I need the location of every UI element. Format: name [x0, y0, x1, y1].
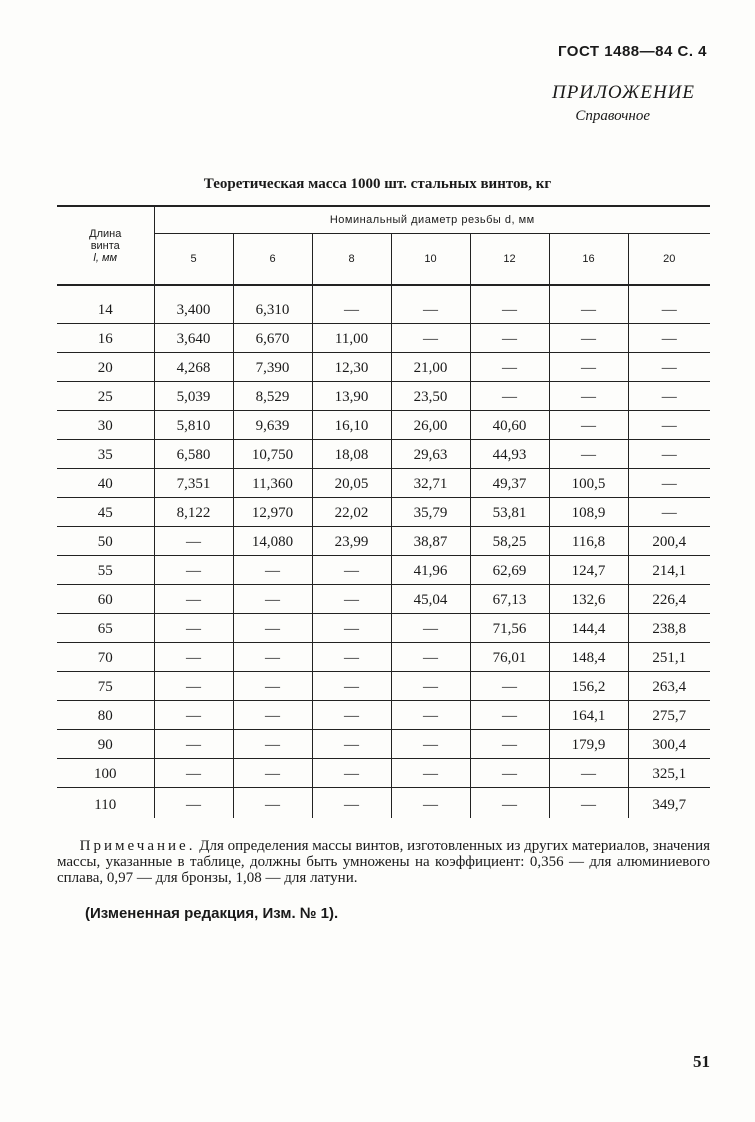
mass-cell: — — [628, 469, 710, 498]
mass-cell: — — [549, 285, 628, 324]
mass-cell: — — [154, 788, 233, 819]
mass-cell: 8,529 — [233, 382, 312, 411]
mass-cell: 71,56 — [470, 614, 549, 643]
length-cell: 65 — [57, 614, 154, 643]
length-header-line2: винта — [90, 239, 120, 252]
mass-cell: — — [233, 556, 312, 585]
table-row — [57, 382, 710, 411]
table-row — [57, 701, 710, 730]
length-cell: 55 — [57, 556, 154, 585]
diameter-header-cell: 16 — [549, 234, 628, 286]
mass-cell: 5,810 — [154, 411, 233, 440]
mass-cell: — — [154, 672, 233, 701]
mass-cell: 13,90 — [312, 382, 391, 411]
table-row — [57, 788, 710, 819]
mass-cell: 9,639 — [233, 411, 312, 440]
mass-cell: — — [470, 730, 549, 759]
diameter-header-cell: 10 — [391, 234, 470, 286]
table-row — [57, 469, 710, 498]
length-cell: 110 — [57, 788, 154, 819]
mass-cell: 41,96 — [391, 556, 470, 585]
mass-cell: 251,1 — [628, 643, 710, 672]
mass-cell: 12,30 — [312, 353, 391, 382]
mass-cell: 3,400 — [154, 285, 233, 324]
mass-cell: 29,63 — [391, 440, 470, 469]
diameter-header-row — [57, 234, 710, 286]
mass-cell: 23,99 — [312, 527, 391, 556]
mass-cell: — — [233, 759, 312, 788]
mass-cell: — — [391, 701, 470, 730]
page-number: 51 — [693, 1052, 710, 1071]
mass-cell: 38,87 — [391, 527, 470, 556]
length-cell: 100 — [57, 759, 154, 788]
mass-cell: 23,50 — [391, 382, 470, 411]
mass-cell: 4,268 — [154, 353, 233, 382]
mass-cell: — — [391, 759, 470, 788]
mass-cell: 144,4 — [549, 614, 628, 643]
mass-cell: 108,9 — [549, 498, 628, 527]
table-row — [57, 324, 710, 353]
diameter-header-cell: 8 — [312, 234, 391, 286]
mass-cell: — — [312, 759, 391, 788]
mass-cell: — — [391, 643, 470, 672]
table-row — [57, 672, 710, 701]
mass-cell: — — [549, 759, 628, 788]
length-cell: 60 — [57, 585, 154, 614]
mass-cell: 62,69 — [470, 556, 549, 585]
mass-cell: 44,93 — [470, 440, 549, 469]
mass-cell: — — [233, 788, 312, 819]
mass-cell: — — [628, 498, 710, 527]
mass-cell: 32,71 — [391, 469, 470, 498]
length-column-header — [57, 206, 154, 285]
mass-cell: 300,4 — [628, 730, 710, 759]
mass-cell: 53,81 — [470, 498, 549, 527]
diameter-group-header: Номинальный диаметр резьбы d, мм — [154, 206, 710, 234]
appendix-title: ПРИЛОЖЕНИЕ — [552, 82, 695, 103]
mass-cell: 11,360 — [233, 469, 312, 498]
mass-cell: 116,8 — [549, 527, 628, 556]
mass-cell: — — [154, 759, 233, 788]
mass-cell: 6,670 — [233, 324, 312, 353]
mass-cell: 179,9 — [549, 730, 628, 759]
mass-cell: — — [628, 411, 710, 440]
mass-cell: — — [233, 585, 312, 614]
diameter-header-cell: 20 — [628, 234, 710, 286]
mass-cell: — — [312, 788, 391, 819]
mass-cell: 11,00 — [312, 324, 391, 353]
mass-cell: — — [312, 556, 391, 585]
table-row — [57, 353, 710, 382]
mass-cell: — — [312, 614, 391, 643]
table-row — [57, 498, 710, 527]
mass-cell: — — [154, 614, 233, 643]
mass-cell: 3,640 — [154, 324, 233, 353]
mass-cell: 18,08 — [312, 440, 391, 469]
mass-cell: 67,13 — [470, 585, 549, 614]
mass-cell: 164,1 — [549, 701, 628, 730]
mass-cell: — — [391, 730, 470, 759]
mass-cell: — — [470, 382, 549, 411]
mass-cell: 5,039 — [154, 382, 233, 411]
mass-cell: 325,1 — [628, 759, 710, 788]
mass-cell: 6,580 — [154, 440, 233, 469]
mass-cell: 263,4 — [628, 672, 710, 701]
table-row — [57, 556, 710, 585]
mass-cell: 148,4 — [549, 643, 628, 672]
mass-cell: 35,79 — [391, 498, 470, 527]
mass-cell: — — [154, 730, 233, 759]
table-row — [57, 759, 710, 788]
mass-cell: — — [470, 324, 549, 353]
mass-cell: 238,8 — [628, 614, 710, 643]
mass-cell: 132,6 — [549, 585, 628, 614]
table-note — [57, 838, 710, 886]
mass-cell: 214,1 — [628, 556, 710, 585]
mass-cell: — — [312, 585, 391, 614]
length-cell: 30 — [57, 411, 154, 440]
mass-cell: — — [549, 353, 628, 382]
mass-cell: — — [233, 643, 312, 672]
length-cell: 35 — [57, 440, 154, 469]
mass-cell: — — [470, 672, 549, 701]
mass-cell: — — [628, 324, 710, 353]
mass-cell: 40,60 — [470, 411, 549, 440]
mass-cell: 49,37 — [470, 469, 549, 498]
mass-cell: — — [391, 614, 470, 643]
mass-cell: 7,351 — [154, 469, 233, 498]
length-cell: 75 — [57, 672, 154, 701]
mass-cell: — — [549, 382, 628, 411]
mass-cell: — — [549, 788, 628, 819]
mass-cell: 7,390 — [233, 353, 312, 382]
mass-cell: 226,4 — [628, 585, 710, 614]
mass-cell: 156,2 — [549, 672, 628, 701]
mass-cell: 14,080 — [233, 527, 312, 556]
length-header-line3: l, мм — [93, 251, 118, 264]
mass-cell: 76,01 — [470, 643, 549, 672]
length-cell: 80 — [57, 701, 154, 730]
mass-cell: — — [391, 788, 470, 819]
mass-cell: 12,970 — [233, 498, 312, 527]
length-cell: 90 — [57, 730, 154, 759]
mass-table — [57, 205, 710, 818]
appendix-subtitle: Справочное — [575, 108, 650, 124]
mass-cell: — — [312, 701, 391, 730]
mass-cell: — — [470, 701, 549, 730]
table-row — [57, 411, 710, 440]
document-code: ГОСТ 1488—84 С. 4 — [558, 43, 707, 60]
mass-cell: — — [628, 382, 710, 411]
mass-cell: — — [312, 643, 391, 672]
mass-cell: — — [312, 672, 391, 701]
mass-cell: — — [470, 353, 549, 382]
mass-cell: 22,02 — [312, 498, 391, 527]
length-cell: 20 — [57, 353, 154, 382]
diameter-header-cell: 5 — [154, 234, 233, 286]
mass-cell: — — [470, 759, 549, 788]
mass-cell: — — [312, 285, 391, 324]
mass-cell: 200,4 — [628, 527, 710, 556]
table-row — [57, 527, 710, 556]
mass-cell: — — [549, 324, 628, 353]
note-label: Примечание. — [79, 838, 196, 854]
mass-cell: 20,05 — [312, 469, 391, 498]
table-row — [57, 643, 710, 672]
mass-cell: 349,7 — [652, 797, 687, 813]
mass-cell: — — [391, 285, 470, 324]
table-row — [57, 730, 710, 759]
length-cell: 40 — [57, 469, 154, 498]
length-cell: 16 — [57, 324, 154, 353]
mass-cell: 26,00 — [391, 411, 470, 440]
mass-cell: 100,5 — [549, 469, 628, 498]
diameter-header-cell: 12 — [470, 234, 549, 286]
mass-cell: — — [628, 285, 710, 324]
length-header-line1: Длина — [89, 227, 122, 240]
mass-cell: — — [549, 411, 628, 440]
table-row — [57, 614, 710, 643]
table-row — [57, 285, 710, 324]
mass-cell: — — [154, 701, 233, 730]
mass-cell: — — [312, 730, 391, 759]
revision-note: (Измененная редакция, Изм. № 1). — [85, 905, 339, 922]
mass-cell: 10,750 — [233, 440, 312, 469]
note-text: Для определения массы винтов, изготовленных из других материалов, значения массы, указанные в таблице, должны быть умножены на коэффициент: 0,356 — для алюминиевого сплава, 0,97 — для бронзы, 1,08 — для латуни. — [57, 838, 710, 886]
mass-cell: 275,7 — [628, 701, 710, 730]
length-cell: 50 — [57, 527, 154, 556]
mass-cell: — — [154, 556, 233, 585]
mass-cell: 21,00 — [391, 353, 470, 382]
length-cell: 14 — [57, 285, 154, 324]
length-cell: 70 — [57, 643, 154, 672]
table-title: Теоретическая масса 1000 шт. стальных винтов, кг — [203, 176, 552, 192]
mass-cell: — — [154, 585, 233, 614]
mass-cell: — — [470, 285, 549, 324]
mass-cell: 124,7 — [549, 556, 628, 585]
mass-cell: — — [628, 353, 710, 382]
mass-cell: — — [470, 788, 549, 819]
mass-cell: — — [233, 672, 312, 701]
mass-cell: 8,122 — [154, 498, 233, 527]
length-cell: 25 — [57, 382, 154, 411]
mass-cell: — — [233, 730, 312, 759]
mass-cell: — — [391, 672, 470, 701]
mass-cell: — — [154, 643, 233, 672]
mass-cell: 58,25 — [470, 527, 549, 556]
mass-cell: — — [154, 527, 233, 556]
mass-cell: — — [549, 440, 628, 469]
mass-cell: 16,10 — [312, 411, 391, 440]
table-body — [57, 285, 710, 818]
diameter-header-cell: 6 — [233, 234, 312, 286]
length-cell: 45 — [57, 498, 154, 527]
table-row — [57, 440, 710, 469]
mass-cell: — — [233, 701, 312, 730]
table-row — [57, 585, 710, 614]
mass-cell: 6,310 — [233, 285, 312, 324]
mass-cell: — — [628, 440, 710, 469]
mass-cell: — — [391, 324, 470, 353]
mass-cell: — — [233, 614, 312, 643]
mass-cell: 45,04 — [391, 585, 470, 614]
